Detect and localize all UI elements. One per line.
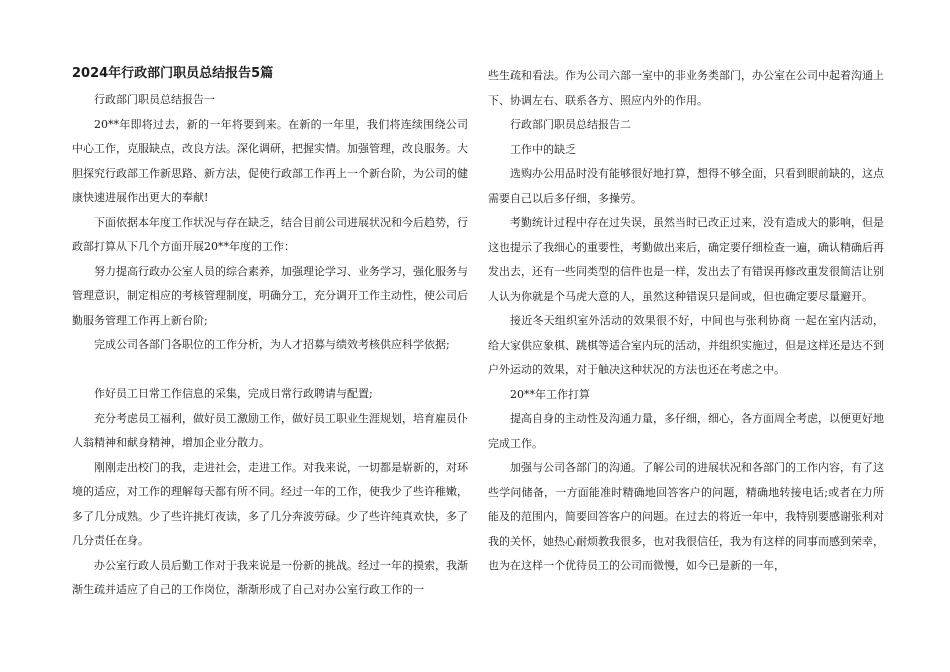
paragraph: 20**年工作打算 — [510, 387, 590, 401]
paragraph: 些生疏和看法。作为公司六部一室中的非业务类部门，办公室在公司中起着沟通上下、协调左右、联系各方、照应内外的作用。 — [488, 69, 884, 107]
left-paragraphs — [72, 88, 468, 603]
right-column — [488, 64, 884, 579]
paragraph: 选购办公用品时没有能够很好地打算，想得不够全面，只看到眼前缺的，这点需要自己以后多仔细，多操劳。 — [488, 167, 884, 205]
paragraph: 办公室行政人员后勤工作对于我来说是一份新的挑战。经过一年的摸索，我渐渐生疏并适应了自己的工作岗位，渐渐形成了自己对办公室行政工作的一 — [72, 558, 468, 596]
paragraph: 加强与公司各部门的沟通。了解公司的进展状况和各部门的工作内容，有了这些学问储备，一方面能准时精确地回答客户的问题，精确地转接电话;或者在力所能及的范围内，简要回答客户的问题。在过去的将近一年中，我特别要感谢张利对我的关怀，她热心耐烦教我很多，也对我很信任，我为有这样的同事而感到荣幸，也为在这样一个优待员工的公司而微慢，如今已是新的一年， — [488, 461, 884, 572]
paragraph: 行政部门职员总结报告二 — [510, 118, 631, 131]
paragraph: 行政部门职员总结报告一 — [94, 93, 215, 106]
paragraph — [72, 358, 468, 383]
paragraph: 20**年即将过去，新的一年将要到来。在新的一年里，我们将连续围绕公司中心工作，克服缺点，改良方法。深化调研，把握实情。加强管理，改良服务。大胆探究行政部工作新思路、新方法，促使行政部工作再上一个新台阶，为公司的健康快速进展作出更大的奉献! — [72, 117, 468, 204]
paragraph: 下面依据本年度工作状况与存在缺乏，结合目前公司进展状况和今后趋势，行政部打算从下几个方面开展20**年度的工作： — [72, 215, 468, 253]
paragraph: 充分考虑员工福利，做好员工激励工作，做好员工职业生涯规划，培育雇员仆人翁精神和献身精神，增加企业分散力。 — [72, 411, 468, 449]
paragraph: 刚刚走出校门的我，走进社会，走进工作。对我来说，一切都是崭新的，对环境的适应，对工作的理解每天都有所不同。经过一年的工作，使我少了些许稚嫩，多了几分成熟。少了些许挑灯夜读，多了几分奔波劳碌。少了些许纯真欢快，多了几分责任在身。 — [72, 460, 468, 547]
paragraph: 作好员工日常工作信息的采集，完成日常行政聘请与配置; — [94, 387, 373, 400]
paragraph: 提高自身的主动性及沟通力量，多仔细，细心，各方面周全考虑，以便更好地完成工作。 — [488, 412, 884, 450]
left-column — [72, 64, 468, 603]
paragraph: 工作中的缺乏 — [510, 142, 576, 156]
paragraph: 考勤统计过程中存在过失误，虽然当时已改正过来，没有造成大的影响，但是这也提示了我细心的重要性，考勤做出来后，确定要仔细检查一遍，确认精确后再发出去，还有一些同类型的信件也是一样，发出去了有错误再修改重发很简洁让别人认为你就是个马虎大意的人，虽然这种错误只是间或，但也确定要尽量避开。 — [488, 216, 884, 303]
paragraph: 努力提高行政办公室人员的综合素养，加强理论学习、业务学习，强化服务与管理意识，制定相应的考核管理制度，明确分工，充分调开工作主动性，使公司后勤服务管理工作再上新台阶; — [72, 264, 468, 327]
right-paragraphs — [488, 64, 884, 579]
paragraph: 完成公司各部门各职位的工作分析，为人才招募与绩效考核供应科学依据; — [94, 338, 450, 351]
paragraph: 接近冬天组织室外活动的效果很不好，中间也与张利协商 一起在室内活动，给大家供应象棋、跳棋等适合室内玩的活动，并组织实施过，但是这样还是达不到户外运动的效果，对于触决这种状况的方法也还在考虑之中。 — [488, 314, 884, 376]
document-title: 2024年行政部门职员总结报告5篇 — [72, 66, 274, 81]
